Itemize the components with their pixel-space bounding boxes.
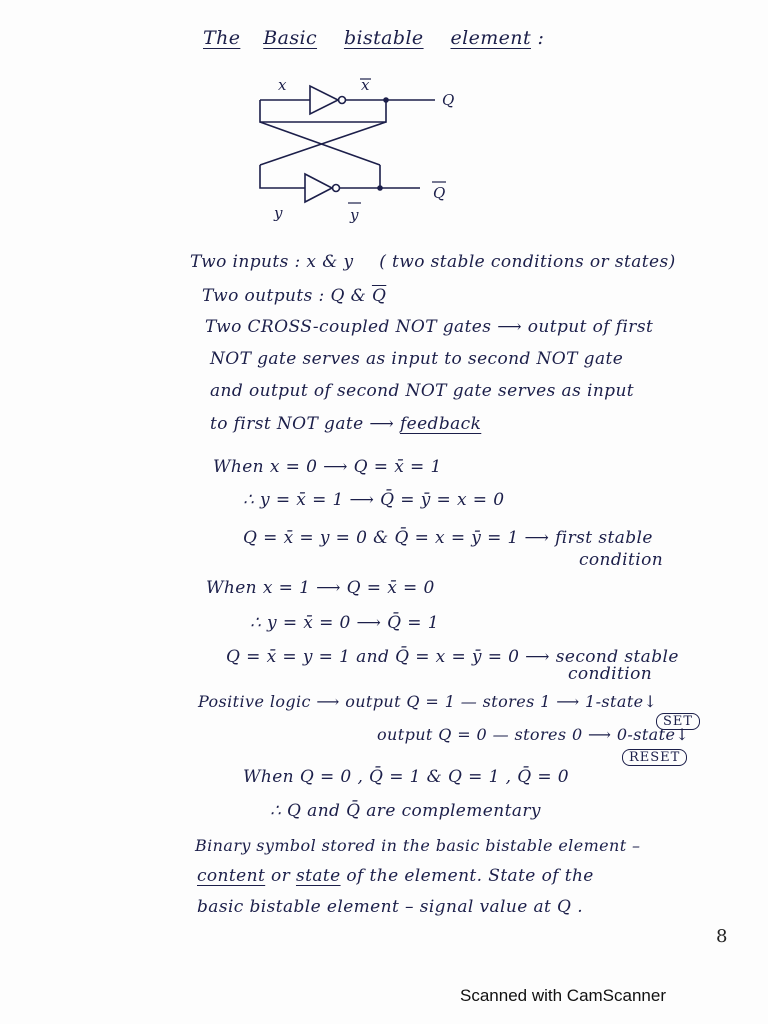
bottom-output-wire-b [380,165,420,188]
inputs-line: Two inputs : x & y ( two stable conditions or states) [190,252,676,272]
bottom-input-wire [260,165,305,188]
reset-box: RESET [622,746,687,768]
title-colon: : [537,27,545,49]
complementary-conclusion: ∴ Q and Q̄ are complementary [270,801,541,821]
title-word-basic: Basic [263,27,318,49]
bottom-input-label: y [274,204,283,222]
positive-logic-line: Positive logic ⟶ output Q = 1 — stores 1 ⟶ 1-state↓ [198,692,658,711]
bottom-not-gate [305,174,332,202]
text-line-cross-coupled: Two CROSS-coupled NOT gates ⟶ output of first [205,317,654,337]
case-x1-line: When x = 1 ⟶ Q = x̄ = 0 [206,578,435,598]
case-x0-derivation: ∴ y = x̄ = 1 ⟶ Q̄ = ȳ = x = 0 [243,490,505,510]
title-word-bistable: bistable [343,27,424,49]
top-feedback-wire-a [260,100,386,122]
feedback-term: feedback [399,414,482,434]
bottom-junction [378,186,382,190]
title-word-element: element [450,27,531,49]
content-state-line: content or state of the element. State of the [197,866,594,886]
case-x1-derivation: ∴ y = x̄ = 0 ⟶ Q̄ = 1 [250,613,439,633]
text-line-feedback: to first NOT gate ⟶ feedback [210,414,482,434]
case-x0-result: Q = x̄ = y = 0 & Q̄ = x = ȳ = 1 ⟶ first stable [243,528,653,548]
signal-value-line: basic bistable element – signal value at Q . [197,897,583,917]
q-bar-output-label: Q [433,184,446,202]
q-output-label: Q [442,91,455,109]
bottom-output-bar-label: y [350,206,359,224]
bistable-circuit-diagram [250,70,470,230]
text-line-second-gate: and output of second NOT gate serves as input [210,381,635,401]
complementary-condition: When Q = 0 , Q̄ = 1 & Q = 1 , Q̄ = 0 [243,767,570,787]
outputs-line: Two outputs : Q & $\overline{Q}$ [202,286,387,306]
camscanner-watermark: Scanned with CamScanner [460,986,667,1005]
top-output-bar-label: x [361,76,370,94]
case-x1-condition: condition [568,664,653,684]
output-zero-line: output Q = 0 — stores 0 ⟶ 0-state↓ [377,725,690,744]
case-x0-line: When x = 0 ⟶ Q = x̄ = 1 [213,457,442,477]
top-input-label: x [278,76,287,94]
binary-symbol-line: Binary symbol stored in the basic bistable element – [195,836,641,855]
case-x1-result: Q = x̄ = y = 1 and Q̄ = x = ȳ = 0 ⟶ second stable [226,647,679,667]
title-word-the: The [203,27,241,49]
set-box: SET [656,710,700,732]
page-number: 8 [716,926,728,947]
text-line-serves-input: NOT gate serves as input to second NOT gate [210,349,624,369]
case-x0-condition: condition [579,550,664,570]
top-not-gate [310,86,338,114]
page-title [203,28,544,48]
